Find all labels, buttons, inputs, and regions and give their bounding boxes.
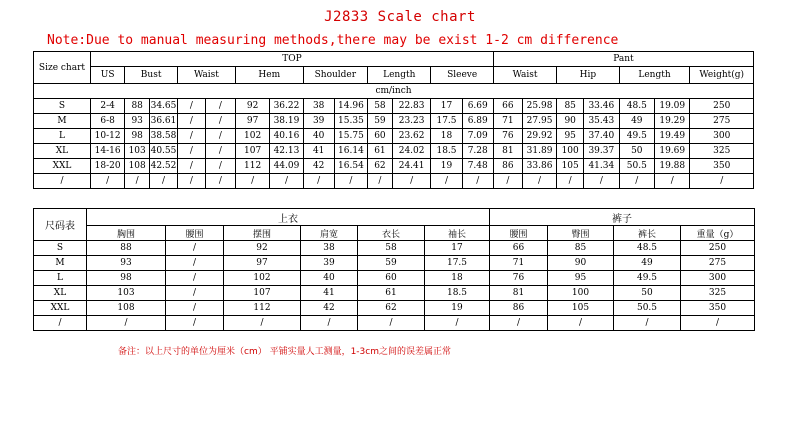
size-chart-chinese [33,208,755,331]
table-cell: 33.46 [584,99,619,114]
table-cell: 35.43 [584,114,619,129]
table-cell: / [301,316,358,331]
table-cell: 39.37 [584,144,619,159]
table-cell: 102 [235,129,269,144]
table-cell: 16.14 [334,144,367,159]
table-row [34,99,754,114]
table-cell: 17 [425,241,490,256]
table-cell: 60 [368,129,393,144]
table-cell: 103 [125,144,150,159]
table-row [34,114,754,129]
table-cell: / [177,144,205,159]
table-cell: 42.13 [270,144,303,159]
cn-size-chart-corner: 尺码表 [34,209,87,241]
table-cell: 108 [87,301,166,316]
table-cell: 48.5 [619,99,654,114]
cn-top-section-label: 上衣 [87,209,490,226]
table-cell: 6.69 [462,99,493,114]
table-cell: 17.5 [431,114,462,129]
cn-header-weight: 重量（g） [681,226,755,241]
table-cell: / [522,174,556,189]
table-cell: 76 [490,271,548,286]
table-cell: / [166,286,224,301]
table-cell: 95 [557,129,584,144]
table-cell: 7.48 [462,159,493,174]
header-waist: Waist [177,67,235,84]
header-sleeve: Sleeve [431,67,493,84]
table-cell: 15.75 [334,129,367,144]
header-weight: Weight(g) [690,67,754,84]
table-cell: 7.09 [462,129,493,144]
table-cell: 18.5 [431,144,462,159]
table-cell: 88 [87,241,166,256]
table-cell: 40.55 [150,144,178,159]
table-cell: / [205,129,235,144]
table-cell: / [166,271,224,286]
table-cell: 42.52 [150,159,178,174]
table-cell: 48.5 [614,241,681,256]
table-cell: 50 [619,144,654,159]
table-cell: 100 [557,144,584,159]
cn-table-row [34,316,755,331]
table-cell: / [205,114,235,129]
table-cell: 97 [224,256,301,271]
table-cell: 39 [303,114,334,129]
table-cell: 18-20 [90,159,124,174]
cn-section-header-row [34,209,755,226]
table-cell: 19.88 [655,159,690,174]
table-cell: / [392,174,431,189]
table-cell: / [166,316,224,331]
table-cell: / [681,316,755,331]
cn-header-waist: 腰围 [166,226,224,241]
cn-header-hip: 臀围 [548,226,614,241]
table-cell: / [125,174,150,189]
table-cell: 61 [358,286,425,301]
table-cell: 250 [690,99,754,114]
table-cell: / [177,114,205,129]
table-cell: 36.61 [150,114,178,129]
table-cell: / [166,301,224,316]
table-cell: 24.02 [392,144,431,159]
size-label-cell: XL [34,144,91,159]
table-cell: / [205,99,235,114]
cn-table-row [34,241,755,256]
table-row [34,174,754,189]
cn-header-pant-length: 裤长 [614,226,681,241]
table-cell: 19 [425,301,490,316]
header-hip: Hip [557,67,619,84]
table-cell: 38.58 [150,129,178,144]
chart-title: J2833 Scale chart [324,9,476,25]
cn-header-bust: 胸围 [87,226,166,241]
table-row [34,144,754,159]
table-cell: 40.16 [270,129,303,144]
table-cell: 86 [490,301,548,316]
header-hem: Hem [235,67,303,84]
table-cell: 325 [681,286,755,301]
table-cell: 49.5 [614,271,681,286]
table-cell: 81 [490,286,548,301]
table-cell: / [90,174,124,189]
size-label-cell: S [34,99,91,114]
table-cell: 92 [224,241,301,256]
table-cell: 100 [548,286,614,301]
table-cell: 108 [125,159,150,174]
size-label-cell: M [34,114,91,129]
table-cell: 90 [557,114,584,129]
table-cell: 14.96 [334,99,367,114]
table-cell: 61 [368,144,393,159]
table-cell: 66 [490,241,548,256]
size-label-cell: XXL [34,159,91,174]
table-cell: 6.89 [462,114,493,129]
table-cell: 10-12 [90,129,124,144]
table-cell: / [493,174,522,189]
table-cell: 38 [301,241,358,256]
table-cell: / [177,99,205,114]
cn-column-header-row [34,226,755,241]
table-cell: 60 [358,271,425,286]
table-cell: 19.69 [655,144,690,159]
table-cell: 18 [425,271,490,286]
table-cell: 40 [301,271,358,286]
table-cell: 41.34 [584,159,619,174]
table-cell: 98 [87,271,166,286]
table-cell: 50.5 [614,301,681,316]
size-label-cell: L [34,271,87,286]
table-cell: 18.5 [425,286,490,301]
table-cell: 112 [235,159,269,174]
table-cell: / [205,174,235,189]
table-cell: 107 [224,286,301,301]
table-cell: / [87,316,166,331]
size-label-cell: M [34,256,87,271]
header-pant-length: Length [619,67,690,84]
size-chart-english [33,51,754,189]
size-label-cell: S [34,241,87,256]
table-cell: / [614,316,681,331]
table-cell: 325 [690,144,754,159]
unit-row [34,84,754,99]
cn-header-length: 衣长 [358,226,425,241]
table-cell: / [334,174,367,189]
cn-table-row [34,271,755,286]
table-cell: / [368,174,393,189]
table-cell: 71 [493,114,522,129]
table-cell: 42 [301,301,358,316]
table-cell: / [166,256,224,271]
table-cell: 90 [548,256,614,271]
chinese-footnote: 备注：以上尺寸的单位为厘米（cm） 平铺实量人工测量，1-3cm之间的误差属正常 [118,347,451,357]
table-cell: 44.09 [270,159,303,174]
table-cell: 62 [368,159,393,174]
table-cell: 14-16 [90,144,124,159]
table-cell: / [205,159,235,174]
top-section-label: TOP [90,52,493,67]
size-chart-corner: Size chart [34,52,91,84]
table-cell: 98 [125,129,150,144]
table-cell: 86 [493,159,522,174]
table-cell: 38.19 [270,114,303,129]
table-cell: 93 [87,256,166,271]
table-cell: / [177,159,205,174]
table-cell: 62 [358,301,425,316]
table-cell: / [557,174,584,189]
table-cell: / [584,174,619,189]
table-cell: 36.22 [270,99,303,114]
table-cell: / [205,144,235,159]
table-cell: / [690,174,754,189]
table-cell: 85 [557,99,584,114]
table-cell: 275 [690,114,754,129]
header-pant-waist: Waist [493,67,556,84]
table-cell: 92 [235,99,269,114]
table-cell: / [177,174,205,189]
table-cell: 350 [690,159,754,174]
header-shoulder: Shoulder [303,67,367,84]
table-row [34,129,754,144]
pant-section-label: Pant [493,52,753,67]
table-cell: / [224,316,301,331]
table-cell: 2-4 [90,99,124,114]
table-cell: 39 [301,256,358,271]
table-cell: 23.62 [392,129,431,144]
table-cell: / [462,174,493,189]
size-label-cell: XL [34,286,87,301]
measurement-note: Note:Due to manual measuring methods,there may be exist 1-2 cm difference [47,33,619,48]
table-cell: 19.29 [655,114,690,129]
table-cell: 85 [548,241,614,256]
table-cell: 350 [681,301,755,316]
table-cell: 107 [235,144,269,159]
table-cell: / [177,129,205,144]
table-cell: 41 [303,144,334,159]
table-cell: 25.98 [522,99,556,114]
table-cell: 102 [224,271,301,286]
table-cell: 18 [431,129,462,144]
table-cell: 19.49 [655,129,690,144]
table-cell: 17.5 [425,256,490,271]
cn-table-row [34,256,755,271]
table-cell: / [358,316,425,331]
table-cell: / [303,174,334,189]
column-header-row [34,67,754,84]
table-cell: 275 [681,256,755,271]
table-cell: 76 [493,129,522,144]
table-cell: 22.83 [392,99,431,114]
cn-header-pant-waist: 腰围 [490,226,548,241]
cn-header-shoulder: 肩宽 [301,226,358,241]
table-cell: 27.95 [522,114,556,129]
table-cell: 112 [224,301,301,316]
table-cell: 49 [619,114,654,129]
table-cell: 31.89 [522,144,556,159]
table-cell: 81 [493,144,522,159]
table-cell: 95 [548,271,614,286]
table-cell: 88 [125,99,150,114]
table-cell: 93 [125,114,150,129]
table-cell: 37.40 [584,129,619,144]
header-length: Length [368,67,431,84]
table-cell: / [270,174,303,189]
table-cell: 23.23 [392,114,431,129]
size-label-cell: / [34,316,87,331]
table-row [34,159,754,174]
table-cell: 42 [303,159,334,174]
cn-table-row [34,286,755,301]
section-header-row [34,52,754,67]
table-cell: 97 [235,114,269,129]
table-cell: 33.86 [522,159,556,174]
table-cell: 59 [368,114,393,129]
cn-header-hem: 摆围 [224,226,301,241]
table-cell: 24.41 [392,159,431,174]
table-cell: 59 [358,256,425,271]
table-cell: 29.92 [522,129,556,144]
table-cell: 50.5 [619,159,654,174]
unit-label: cm/inch [34,84,754,99]
table-cell: 50 [614,286,681,301]
table-cell: 58 [358,241,425,256]
size-label-cell: / [34,174,91,189]
table-cell: 66 [493,99,522,114]
header-us: US [90,67,124,84]
cn-pant-section-label: 裤子 [490,209,755,226]
table-cell: 15.35 [334,114,367,129]
table-cell: 6-8 [90,114,124,129]
table-cell: 58 [368,99,393,114]
table-cell: 105 [548,301,614,316]
table-cell: 105 [557,159,584,174]
table-cell: 71 [490,256,548,271]
table-cell: / [235,174,269,189]
table-cell: 300 [681,271,755,286]
table-cell: 40 [303,129,334,144]
table-cell: / [150,174,178,189]
table-cell: 41 [301,286,358,301]
table-cell: 103 [87,286,166,301]
header-bust: Bust [125,67,178,84]
table-cell: 250 [681,241,755,256]
table-cell: 49.5 [619,129,654,144]
cn-header-sleeve: 袖长 [425,226,490,241]
table-cell: / [619,174,654,189]
size-label-cell: XXL [34,301,87,316]
table-cell: / [431,174,462,189]
size-label-cell: L [34,129,91,144]
table-cell: 300 [690,129,754,144]
table-cell: / [548,316,614,331]
table-cell: / [655,174,690,189]
table-cell: 16.54 [334,159,367,174]
table-cell: / [490,316,548,331]
table-cell: 17 [431,99,462,114]
table-cell: / [166,241,224,256]
table-cell: 38 [303,99,334,114]
table-cell: 34.65 [150,99,178,114]
table-cell: 19.09 [655,99,690,114]
table-cell: 49 [614,256,681,271]
table-cell: 19 [431,159,462,174]
table-cell: / [425,316,490,331]
table-cell: 7.28 [462,144,493,159]
cn-table-row [34,301,755,316]
